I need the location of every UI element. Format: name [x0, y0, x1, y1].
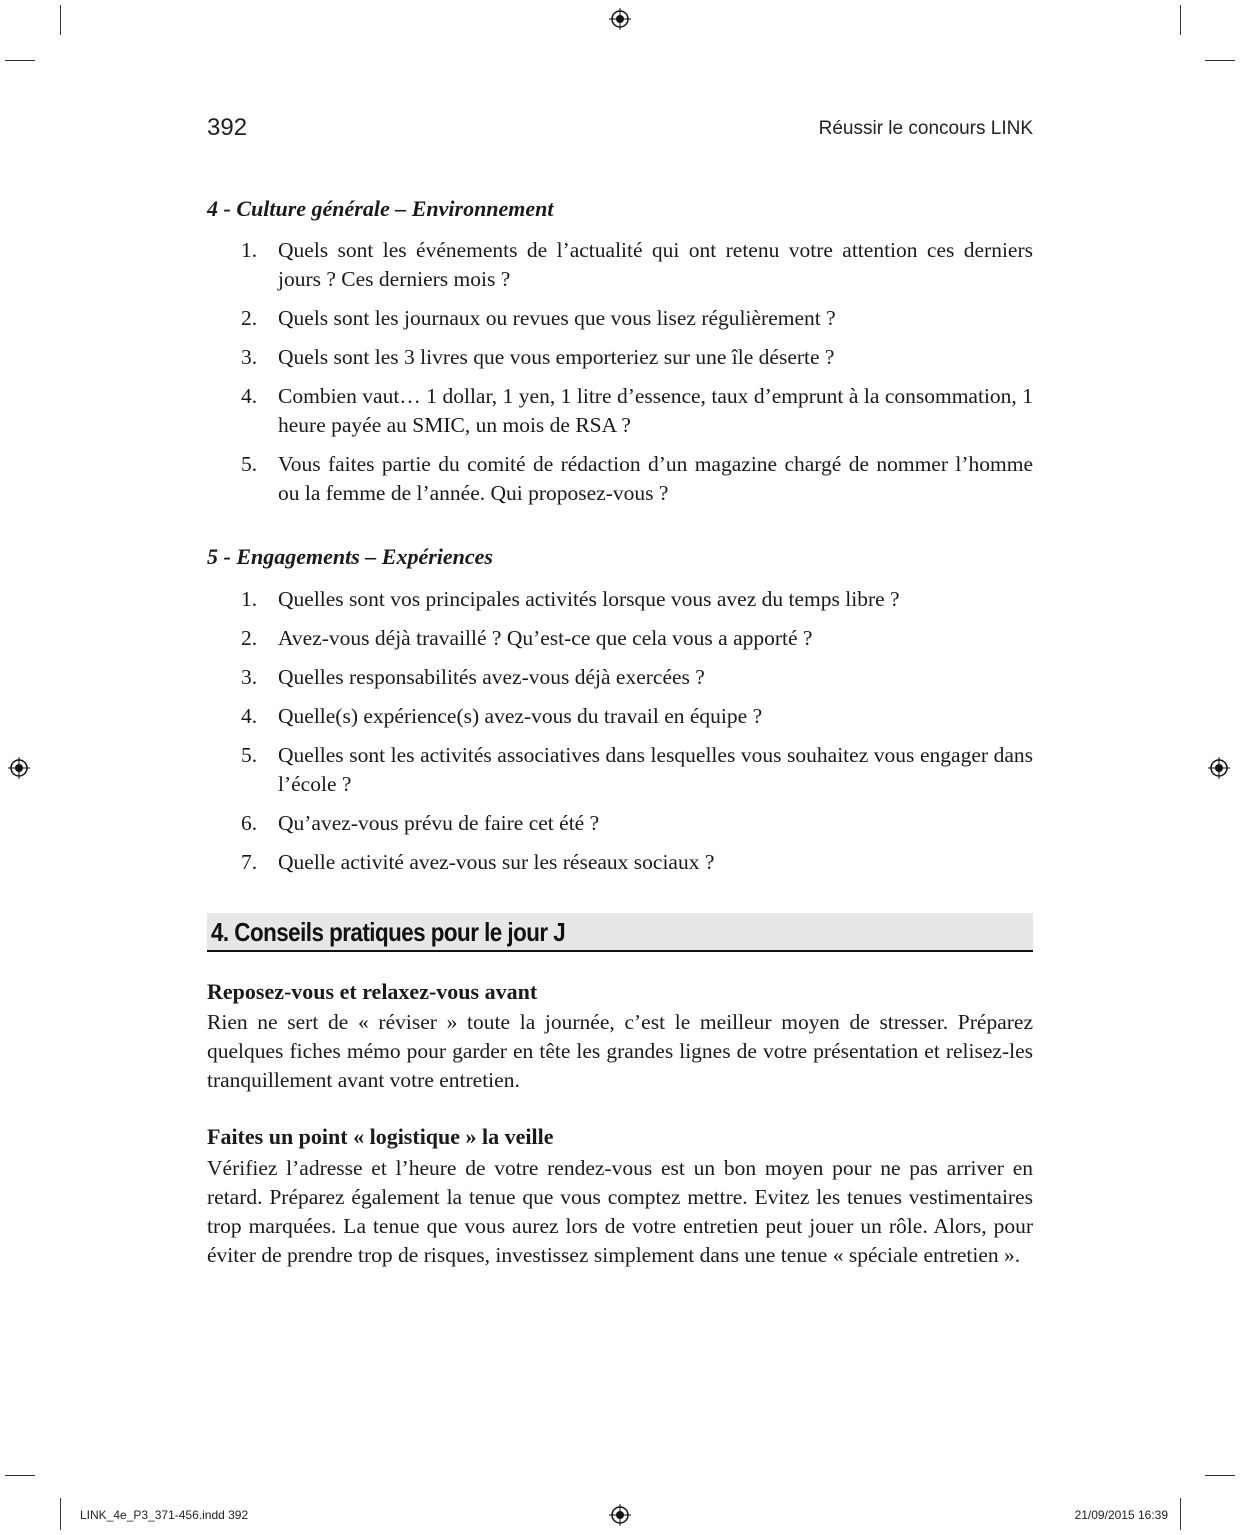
footer-filename: LINK_4e_P3_371-456.indd 392 [80, 1508, 249, 1522]
page-content [207, 196, 1033, 1270]
list-item [207, 236, 1033, 294]
page-number: 392 [207, 114, 248, 141]
list-number: 5. [241, 742, 258, 767]
list-number: 6. [241, 810, 258, 835]
crop-mark [1205, 60, 1235, 61]
running-title: Réussir le concours LINK [818, 118, 1033, 139]
section-heading-conseils [207, 913, 1033, 952]
question-list-culture [207, 236, 1033, 508]
subsection-title-culture: 4 - Culture générale – Environnement [207, 196, 554, 221]
question-list-engagements [207, 585, 1033, 877]
list-text: Quels sont les 3 livres que vous emporteriez sur une île déserte ? [278, 345, 835, 370]
crop-mark [5, 60, 35, 61]
list-text: Quelles sont vos principales activités lorsque vous avez du temps libre ? [278, 586, 900, 611]
crop-mark [60, 1498, 61, 1530]
paragraph-title: Faites un point « logistique » la veille [207, 1124, 554, 1150]
list-number: 1. [241, 586, 258, 611]
crop-mark [1205, 1475, 1235, 1476]
subsection-title-engagements: 5 - Engagements – Expériences [207, 544, 493, 570]
list-text: Quels sont les journaux ou revues que vous lisez régulièrement ? [278, 306, 836, 331]
registration-mark-icon [1208, 757, 1230, 779]
list-item [207, 741, 1033, 799]
list-number: 2. [241, 306, 258, 331]
list-item [207, 382, 1033, 440]
list-text: Combien vaut… 1 dollar, 1 yen, 1 litre d’essence, taux d’emprunt à la consommation, 1 heure payée au SMIC, un mois de RSA ? [278, 384, 1033, 438]
crop-mark [1180, 1498, 1181, 1530]
list-number: 7. [241, 849, 258, 874]
crop-mark [60, 5, 61, 35]
list-text: Vous faites partie du comité de rédaction d’un magazine chargé de nommer l’homme ou la femme de l’année. Qui proposez-vous ? [278, 452, 1033, 506]
paragraph-title: Reposez-vous et relaxez-vous avant [207, 978, 538, 1004]
list-number: 2. [241, 625, 258, 650]
list-number: 5. [241, 452, 258, 477]
list-number: 3. [241, 345, 258, 370]
list-item [207, 809, 1033, 838]
registration-mark-icon [8, 757, 30, 779]
section-heading-text: 4. Conseils pratiques pour le jour J [211, 916, 566, 947]
list-text: Avez-vous déjà travaillé ? Qu’est-ce que cela vous a apporté ? [278, 625, 813, 650]
list-number: 3. [241, 664, 258, 689]
list-text: Quelle activité avez-vous sur les réseaux sociaux ? [278, 849, 715, 874]
list-number: 4. [241, 384, 258, 409]
list-number: 1. [241, 238, 258, 263]
list-item [207, 702, 1033, 731]
list-text: Quelles sont les activités associatives dans lesquelles vous souhaitez vous engager dans l’école ? [278, 742, 1033, 796]
list-item [207, 304, 1033, 333]
list-number: 4. [241, 703, 258, 728]
paragraph-text: Vérifiez l’adresse et l’heure de votre rendez-vous est un bon moyen pour ne pas arriver en retard. Préparez également la tenue que vous comptez mettre. Evitez les tenues vestimentaires trop marquées. La tenue que vous aurez lors de votre entretien peut jouer un rôle. Alors, pour éviter de prendre trop de risques, investissez simplement dans une tenue « spéciale entretien ». [207, 1155, 1033, 1267]
list-item [207, 450, 1033, 508]
list-item [207, 663, 1033, 692]
crop-mark [1180, 5, 1181, 35]
list-item [207, 624, 1033, 653]
list-item [207, 848, 1033, 877]
list-text: Qu’avez-vous prévu de faire cet été ? [278, 810, 600, 835]
crop-mark [5, 1475, 35, 1476]
list-text: Quelles responsabilités avez-vous déjà exercées ? [278, 664, 705, 689]
footer-timestamp: 21/09/2015 16:39 [1074, 1508, 1168, 1522]
paragraph-text: Rien ne sert de « réviser » toute la journée, c’est le meilleur moyen de stresser. Préparez quelques fiches mémo pour garder en tête les grandes lignes de votre présentation et relisez-les tranquillement avant votre entretien. [207, 1010, 1033, 1093]
registration-mark-icon [609, 1504, 631, 1526]
list-text: Quels sont les événements de l’actualité qui ont retenu votre attention ces derniers jours ? Ces derniers mois ? [278, 238, 1033, 292]
registration-mark-icon [609, 8, 631, 30]
list-item [207, 343, 1033, 372]
list-text: Quelle(s) expérience(s) avez-vous du travail en équipe ? [278, 703, 763, 728]
list-item [207, 585, 1033, 614]
